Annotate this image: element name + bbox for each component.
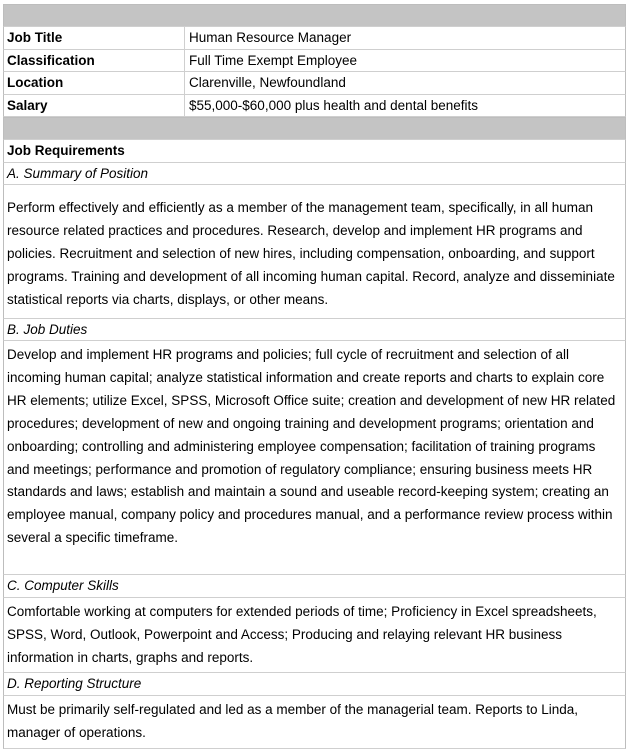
duties-title: B. Job Duties bbox=[3, 319, 626, 342]
section-separator-band bbox=[3, 117, 626, 140]
field-label: Classification bbox=[4, 50, 185, 72]
field-label: Salary bbox=[4, 95, 185, 117]
job-description-document bbox=[3, 4, 626, 749]
skills-text: Comfortable working at computers for extended periods of time; Proficiency in Excel spreadsheets, SPSS, Word, Outlook, Powerpoint and Access; Producing and relaying relevant HR business information in charts, graphs and reports. bbox=[3, 598, 626, 674]
skills-title: C. Computer Skills bbox=[3, 575, 626, 598]
summary-text: Perform effectively and efficiently as a member of the management team, specifically, in all human resource related practices and procedures. Research, develop and implement HR programs and policies. Recruitment and selection of new hires, including compensation, onboarding, and support programs. Training and development of all incoming human capital. Record, analyze and disseminiate statistical reports via charts, displays, or other means. bbox=[3, 185, 626, 319]
field-value: $55,000-$60,000 plus health and dental benefits bbox=[189, 97, 478, 113]
summary-title: A. Summary of Position bbox=[3, 163, 626, 186]
duties-text: Develop and implement HR programs and policies; full cycle of recruitment and selection of all incoming human capital; analyze statistical information and create reports and charts to explain core HR elements; utilize Excel, SPSS, Microsoft Office suite; creation and development of new HR related procedures; development of new and ongoing training and development programs; orientation and onboarding; controlling and administering employee compensation; facilitation of training programs and meetings; performance and promotion of regulatory compliance; ensuring business meets HR standards and laws; establish and maintain a sound and useable record-keeping system; creating an employee manual, company policy and procedures manual, and a performance review process within several a specific timeframe. bbox=[3, 341, 626, 575]
salary-row bbox=[3, 95, 626, 118]
field-label: Job Title bbox=[4, 27, 185, 49]
reporting-title: D. Reporting Structure bbox=[3, 673, 626, 696]
reporting-text: Must be primarily self-regulated and led as a member of the managerial team. Reports to Linda, manager of operations. bbox=[3, 696, 626, 749]
field-value: Full Time Exempt Employee bbox=[189, 52, 358, 68]
field-label: Location bbox=[4, 72, 185, 94]
classification-row bbox=[3, 50, 626, 73]
header-band bbox=[3, 4, 626, 27]
job-title-row bbox=[3, 27, 626, 50]
field-value: Human Resource Manager bbox=[189, 30, 352, 45]
requirements-heading: Job Requirements bbox=[3, 140, 626, 163]
field-value: Clarenville, Newfoundland bbox=[189, 75, 346, 90]
location-row bbox=[3, 72, 626, 95]
